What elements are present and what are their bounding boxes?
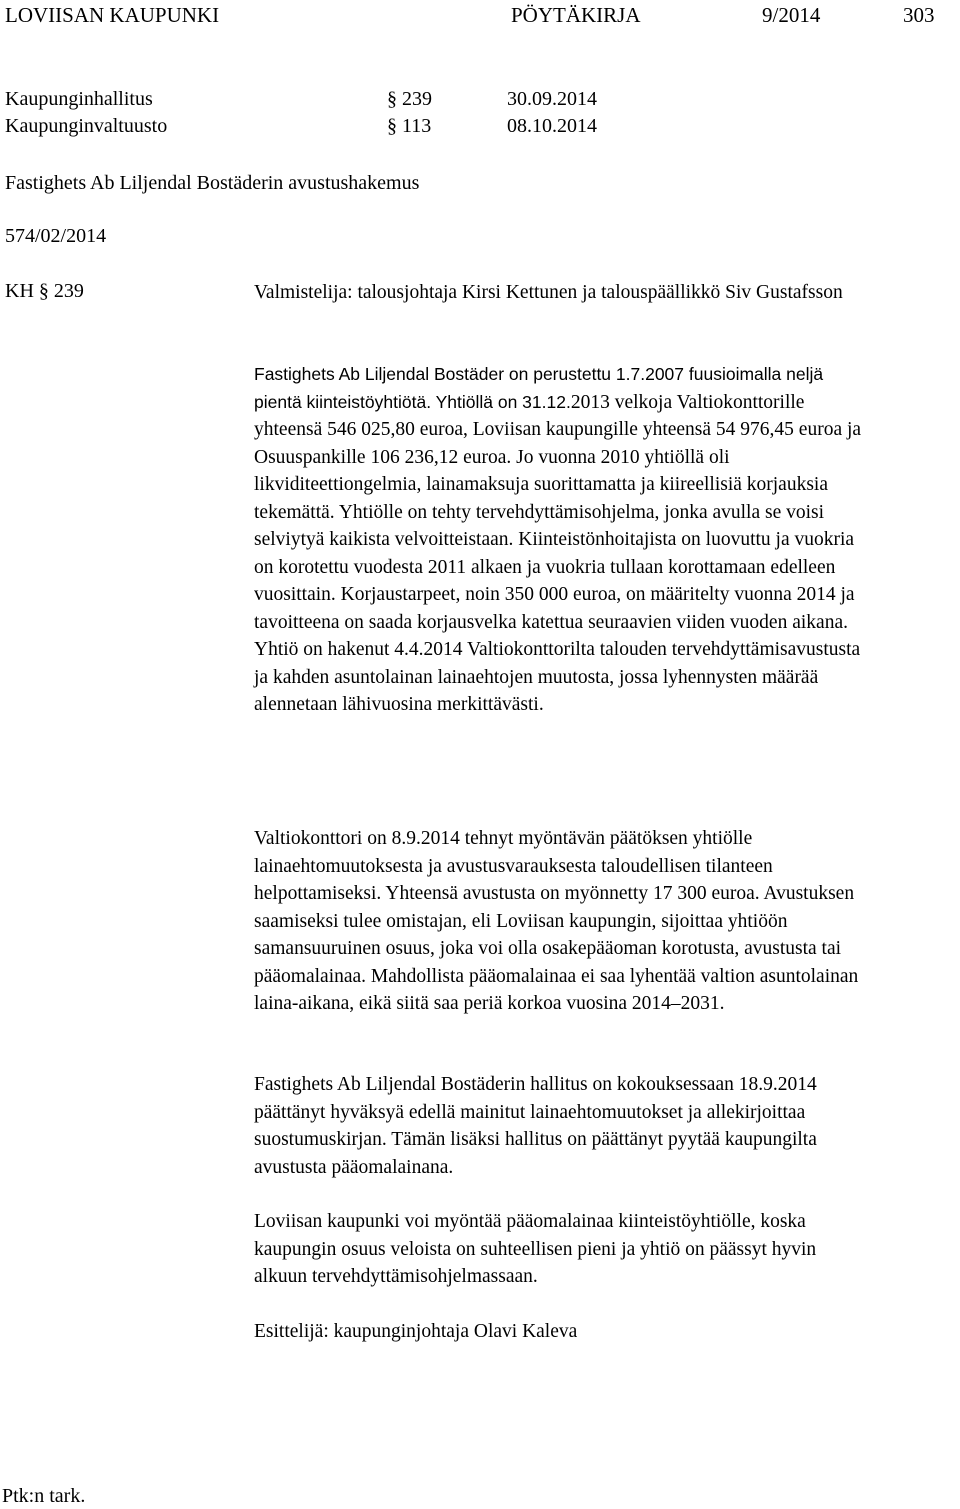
meeting-date: 08.10.2014 [507, 115, 597, 137]
paragraph-board-decision-text: Fastighets Ab Liljendal Bostäderin hallitus on kokouksessaan 18.9.2014 päättänyt hyväksyä edellä mainitut lainaehtomuutokset ja allekirjoittaa suostumuskirjan. Tämän lisäksi hallitus on päättänyt pyytää kaupungilta avustusta pääomalainana. [254, 1074, 817, 1178]
paragraph-background [254, 361, 862, 719]
preparer-block [254, 279, 864, 307]
document-number: 574/02/2014 [5, 225, 107, 247]
paragraph-board-decision [254, 1071, 866, 1181]
meeting-section: § 239 [387, 88, 432, 110]
header-document-type: PÖYTÄKIRJA [511, 3, 641, 27]
paragraph-city-loan [254, 1208, 874, 1291]
presenter-block [254, 1318, 954, 1346]
header-organization: LOVIISAN KAUPUNKI [5, 3, 220, 27]
paragraph-background-rest: 2013 velkoja Valtiokonttorille yhteensä 546 025,80 euroa, Loviisan kaupungille yhteensä 54 976,45 euroa ja Osuuspankille 106 236,12 euroa. Jo vuonna 2010 yhtiöllä oli likviditeettiongelmia, lainamaksuja suorittamatta ja kiireellisiä korjauksia tekemättä. Yhtiölle on tehty tervehdyttämisohjelma, jonka avulla se voisi selviytyä kaikista velvoitteistaan. Kiinteistönhoitajista on luovuttu ja vuokria on korotettu vuodesta 2011 alkaen ja vuokria tullaan korottamaan edelleen vuosittain. Korjaustarpeet, noin 350 000 euroa, on määritelty vuonna 2014 ja tavoitteena on saada korjausvelka katettua seuraavien viiden vuoden aikana. Yhtiö on hakenut 4.4.2014 Valtiokonttorilta talouden tervehdyttämisavustusta ja kahden asuntolainan lainaehtojen muutosta, jossa lyhennysten määrää alennetaan lähivuosina merkittävästi. [254, 391, 862, 715]
paragraph-decision-valtiokonttori-text: Valtiokonttori on 8.9.2014 tehnyt myöntävän päätöksen yhtiölle lainaehtomuutoksesta ja avustusvarauksesta taloudellisen tilanteen helpottamiseksi. Yhteensä avustusta on myönnetty 17 300 euroa. Avustuksen saamiseksi tulee omistajan, eli Loviisan kaupungin, sijoittaa yhtiöön samansuuruinen osuus, joka voi olla osakepääoman korotusta, avustusta tai pääomalainaa. Mahdollista pääomalainaa ei saa lyhentää valtion asuntolainan laina-aikana, eikä siitä saa periä korkoa vuosina 2014–2031. [254, 828, 859, 1014]
document-title: Fastighets Ab Liljendal Bostäderin avustushakemus [5, 172, 420, 194]
paragraph-city-loan-text: Loviisan kaupunki voi myöntää pääomalainaa kiinteistöyhtiölle, koska kaupungin osuus veloista on suhteellisen pieni ja yhtiö on päässyt hyvin alkuun tervehdyttämisohjelmassaan. [254, 1211, 817, 1287]
footer-minutes-check: Ptk:n tark. [2, 1485, 86, 1507]
header-page-number: 303 [903, 3, 935, 27]
paragraph-background-lead: Fastighets Ab Liljendal Bostäder on perustettu 1.7.2007 fuusioimalla neljä pientä kiinteistöyhtiötä. Yhtiöllä on 31.12. [254, 364, 824, 412]
meeting-section: § 113 [387, 115, 432, 137]
meeting-body: Kaupunginhallitus [5, 88, 153, 110]
presenter-text: Esittelijä: kaupunginjohtaja Olavi Kaleva [254, 1321, 578, 1342]
paragraph-decision-valtiokonttori [254, 825, 874, 1018]
agenda-item-label: KH § 239 [5, 280, 84, 302]
meeting-body: Kaupunginvaltuusto [5, 115, 168, 137]
preparer-text: Valmistelija: talousjohtaja Kirsi Kettunen ja talouspäällikkö Siv Gustafsson [254, 282, 843, 303]
header-issue: 9/2014 [762, 3, 821, 27]
meeting-date: 30.09.2014 [507, 88, 597, 110]
paragraph-background-text [254, 361, 862, 719]
